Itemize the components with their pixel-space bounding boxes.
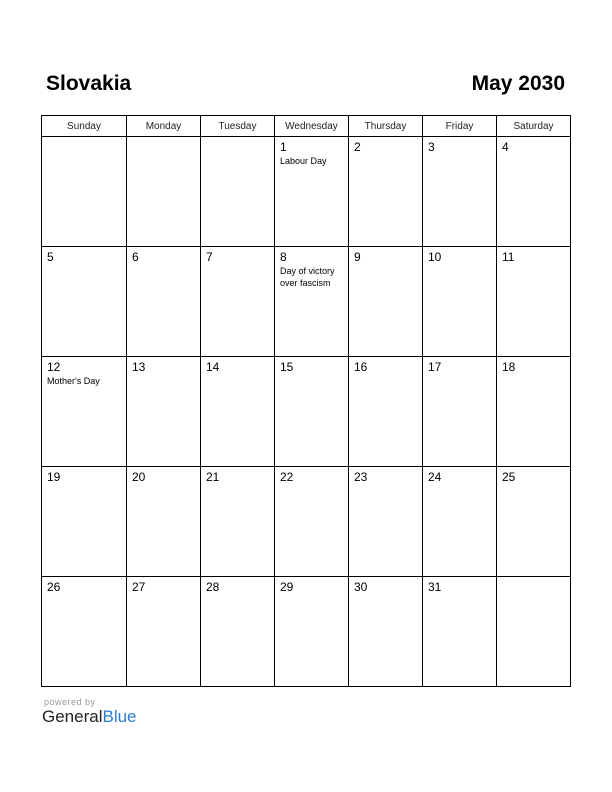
holiday-label: Mother's Day [47,376,100,386]
logo-general: General [42,707,103,726]
day-number: 30 [354,580,368,594]
day-number: 18 [502,360,516,374]
day-cell [497,577,571,687]
day-cell [42,467,127,577]
day-number: 6 [132,250,139,264]
day-cell [275,357,349,467]
day-cell [201,137,275,247]
calendar-grid [41,115,571,687]
day-number: 7 [206,250,213,264]
day-number: 31 [428,580,442,594]
day-number: 24 [428,470,442,484]
week-row [42,577,571,687]
day-number: 29 [280,580,294,594]
week-row [42,467,571,577]
week-row [42,247,571,357]
day-cell [497,467,571,577]
day-cell [349,467,423,577]
day-number: 3 [428,140,435,154]
day-cell [497,247,571,357]
day-number: 14 [206,360,220,374]
powered-by-label: powered by [44,697,96,707]
weekday-header-row [42,116,571,137]
day-cell [349,137,423,247]
day-cell [42,357,127,467]
holiday-label: Day of victory over fascism [280,266,335,288]
weekday-header: Sunday [42,116,127,137]
day-cell [127,247,201,357]
day-cell [349,577,423,687]
day-number: 19 [47,470,61,484]
holiday-label: Labour Day [280,156,327,166]
day-cell [349,247,423,357]
day-number: 17 [428,360,442,374]
day-number: 15 [280,360,294,374]
day-cell [423,357,497,467]
country-title: Slovakia [46,72,132,95]
day-number: 9 [354,250,361,264]
day-number: 26 [47,580,61,594]
day-cell [42,247,127,357]
day-cell [275,467,349,577]
day-number: 28 [206,580,220,594]
day-cell [497,357,571,467]
day-cell [275,247,349,357]
day-number: 10 [428,250,442,264]
day-cell [127,577,201,687]
day-number: 8 [280,250,287,264]
day-cell [423,137,497,247]
generalblue-logo[interactable] [42,707,137,727]
day-cell [275,577,349,687]
day-number: 23 [354,470,368,484]
day-cell [201,577,275,687]
day-number: 22 [280,470,294,484]
day-cell [201,247,275,357]
day-cell [201,357,275,467]
day-cell [349,357,423,467]
day-number: 4 [502,140,509,154]
day-number: 16 [354,360,368,374]
weekday-header: Friday [423,116,497,137]
day-cell [497,137,571,247]
weekday-header: Monday [127,116,201,137]
day-number: 11 [502,250,515,264]
day-number: 20 [132,470,146,484]
day-number: 1 [280,140,287,154]
day-number: 21 [206,470,220,484]
day-cell [127,467,201,577]
week-row [42,137,571,247]
day-cell [127,137,201,247]
day-number: 2 [354,140,361,154]
week-row [42,357,571,467]
weekday-header: Wednesday [275,116,349,137]
weekday-header: Thursday [349,116,423,137]
day-number: 27 [132,580,146,594]
weekday-header: Saturday [497,116,571,137]
weekday-header: Tuesday [201,116,275,137]
day-cell [423,247,497,357]
day-cell [423,577,497,687]
logo-blue: Blue [102,707,137,726]
month-title: May 2030 [471,72,565,95]
day-cell [201,467,275,577]
day-number: 12 [47,360,61,374]
day-cell [423,467,497,577]
day-number: 5 [47,250,54,264]
day-cell [42,137,127,247]
day-cell [127,357,201,467]
day-number: 13 [132,360,146,374]
day-cell [42,577,127,687]
day-number: 25 [502,470,516,484]
day-cell [275,137,349,247]
